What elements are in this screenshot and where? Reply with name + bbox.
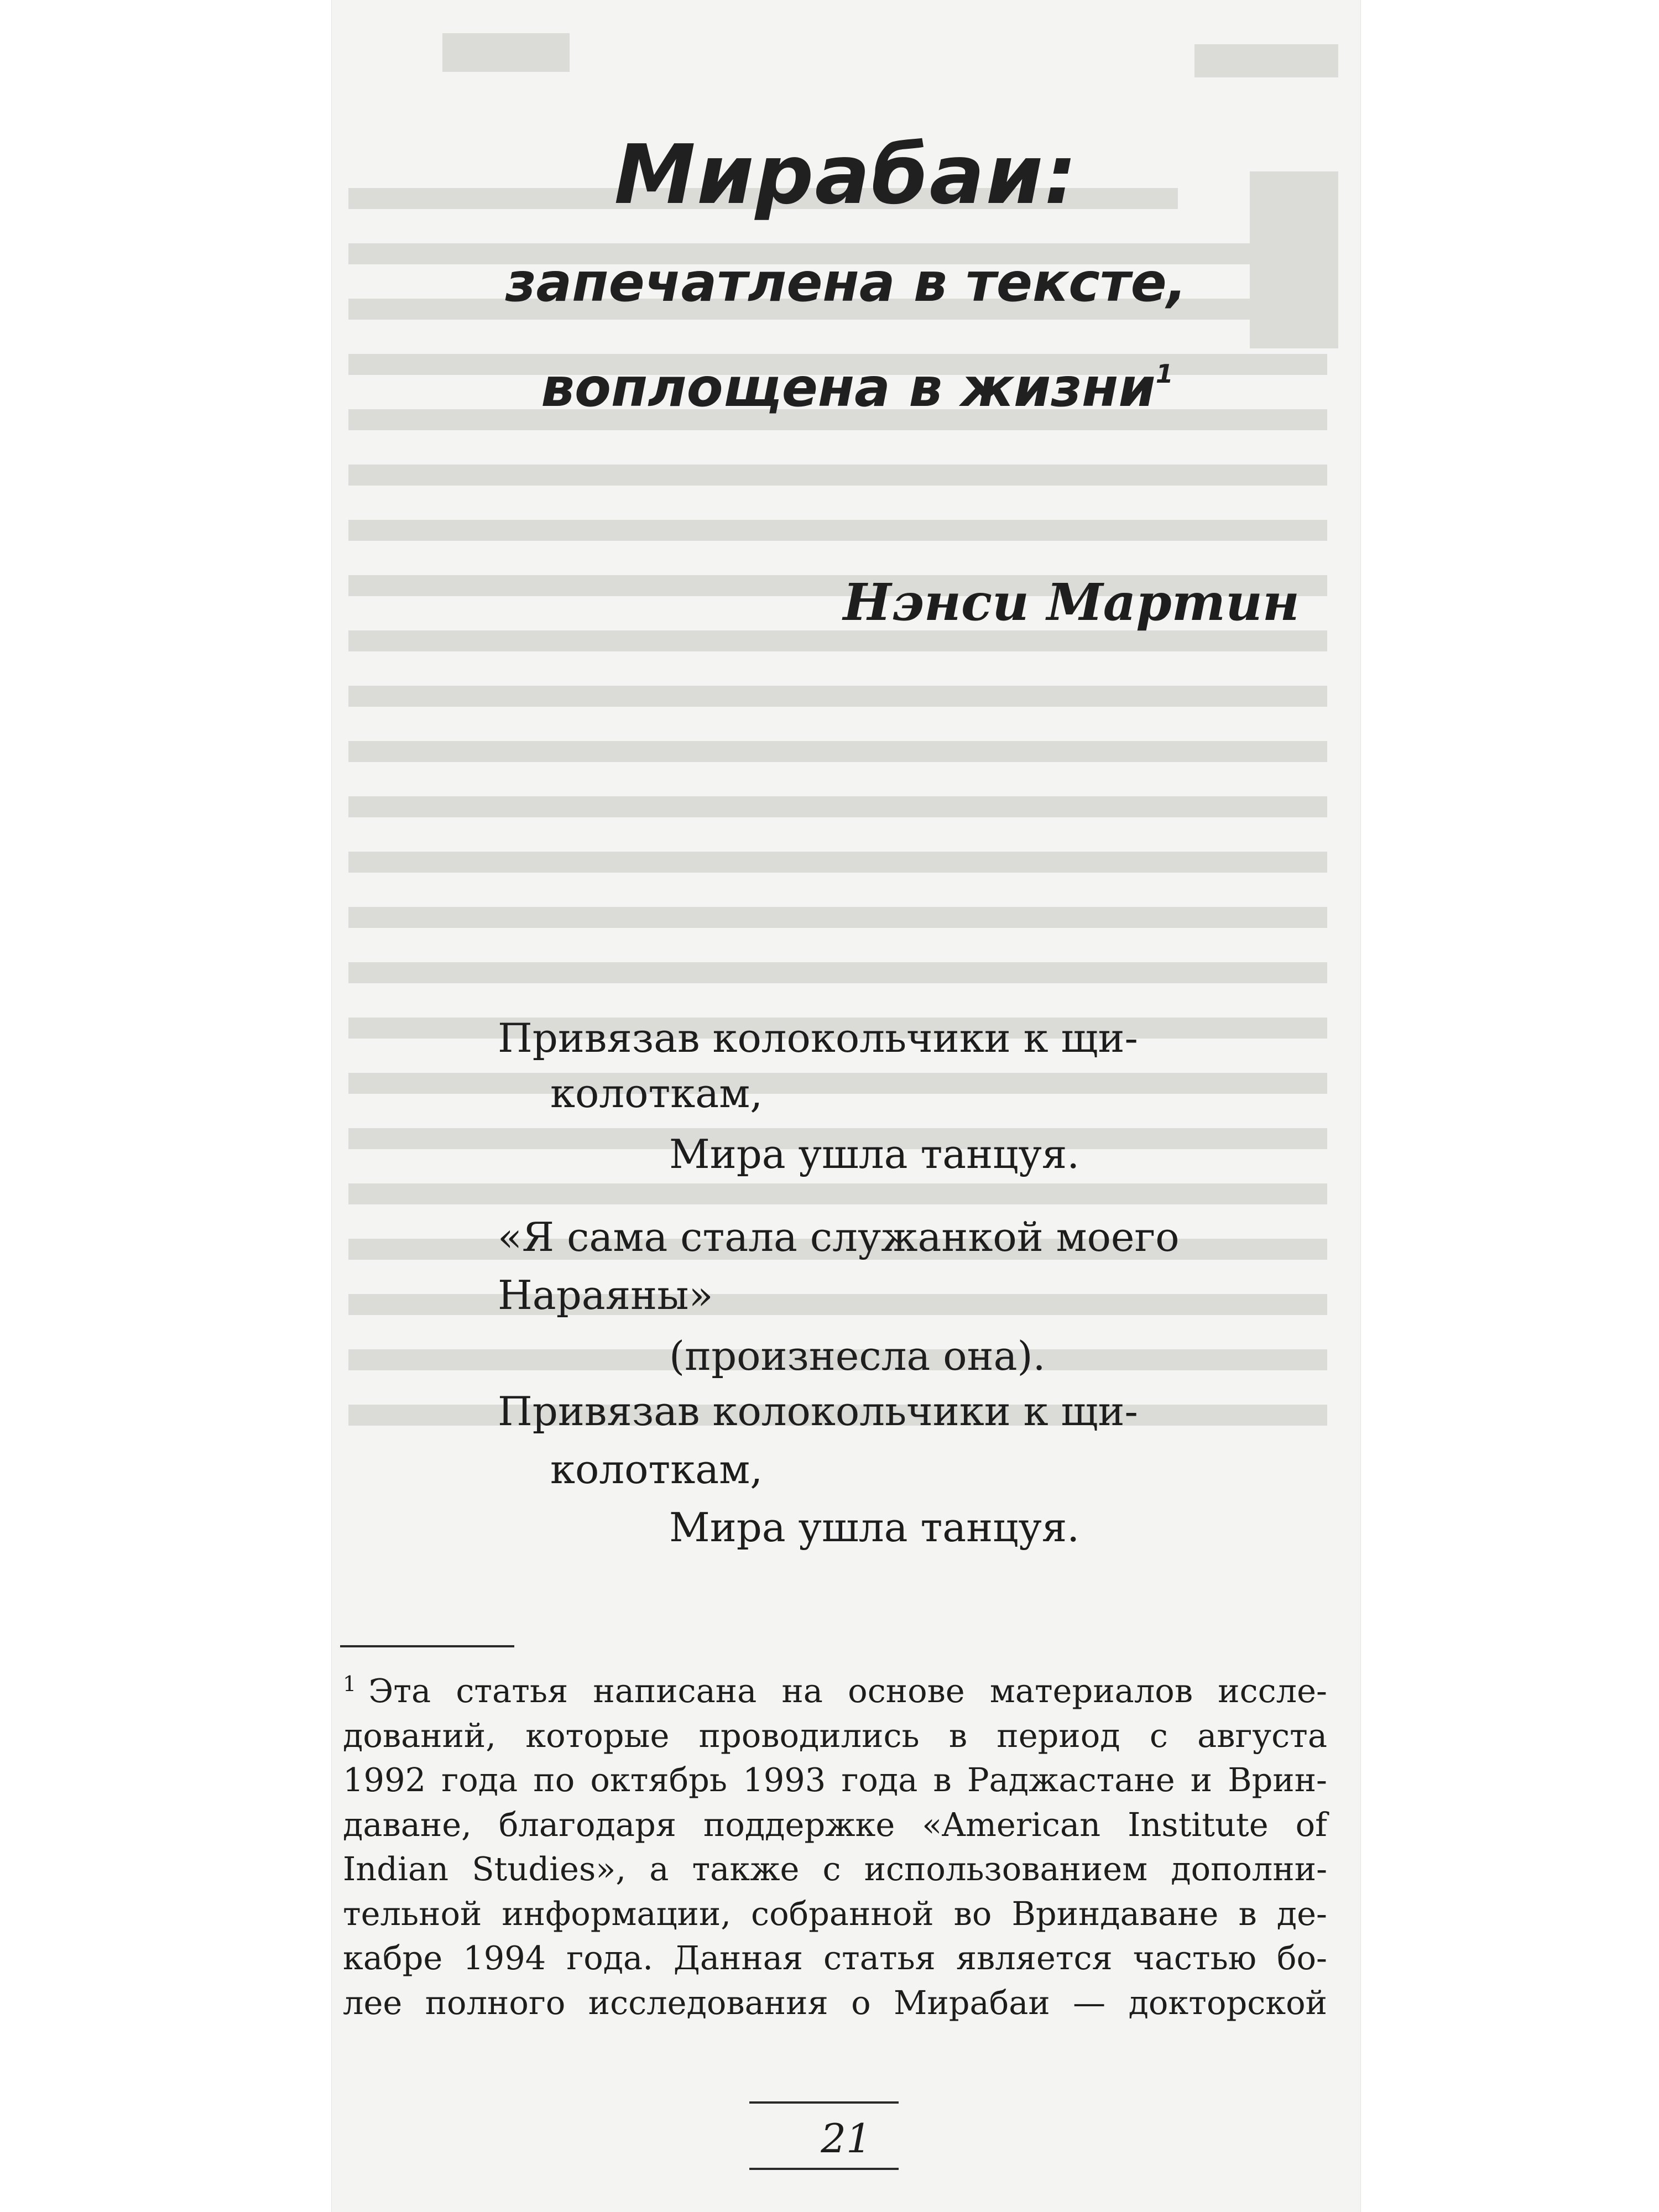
footnote-line bbox=[343, 1662, 1327, 1714]
article-subtitle-line-2 bbox=[332, 357, 1360, 419]
bleed-through-text bbox=[332, 22, 1360, 1515]
page-number: 21 bbox=[821, 2115, 872, 2162]
footnote-line: кабре 1994 года. Данная статья является частью бо- bbox=[343, 1939, 1327, 1977]
article-title: Мирабаи: bbox=[614, 127, 1078, 222]
page-number-rule-top bbox=[749, 2101, 899, 2104]
footnote-separator bbox=[340, 1645, 514, 1647]
verse-line-6: (произнесла она). bbox=[669, 1333, 1046, 1379]
verse-line-1: Привязав колокольчики к щи- bbox=[498, 1015, 1138, 1061]
footnote-line: тельной информации, собранной во Вриндаване в де- bbox=[343, 1894, 1327, 1933]
footnote-text: Эта статья написана на основе материалов иссле- bbox=[368, 1672, 1327, 1710]
verse-line-8: колоткам, bbox=[550, 1446, 763, 1493]
verse-line-3: Мира ушла танцуя. bbox=[669, 1131, 1080, 1177]
footnote bbox=[343, 1662, 1327, 2025]
footnote-line: дований, которые проводились в период с августа bbox=[343, 1716, 1327, 1755]
book-page bbox=[332, 0, 1360, 2212]
subtitle-text: воплощена в жизни bbox=[541, 357, 1156, 419]
title-footnote-mark: 1 bbox=[1155, 359, 1173, 389]
verse-line-7: Привязав колокольчики к щи- bbox=[498, 1388, 1138, 1434]
page-number-rule-bottom bbox=[749, 2168, 899, 2170]
footnote-line: лее полного исследования о Мирабаи — докторской bbox=[343, 1983, 1327, 2022]
footnote-number: 1 bbox=[343, 1672, 357, 1696]
verse-line-2: колоткам, bbox=[550, 1070, 763, 1117]
author-name: Нэнси Мартин bbox=[843, 572, 1300, 632]
footnote-line: 1992 года по октябрь 1993 года в Раджастане и Врин- bbox=[343, 1761, 1327, 1799]
article-subtitle-line-1: запечатлена в тексте, bbox=[505, 252, 1187, 314]
footnote-line: даване, благодаря поддержке «American Institute of bbox=[343, 1805, 1327, 1844]
bleed-through-lines bbox=[332, 22, 1360, 1515]
verse-line-9: Мира ушла танцуя. bbox=[669, 1504, 1080, 1551]
verse-line-5: Нараяны» bbox=[498, 1272, 713, 1318]
footnote-line: Indian Studies», а также с использованием дополни- bbox=[343, 1850, 1327, 1888]
verse-line-4: «Я сама стала служанкой моего bbox=[498, 1214, 1180, 1260]
